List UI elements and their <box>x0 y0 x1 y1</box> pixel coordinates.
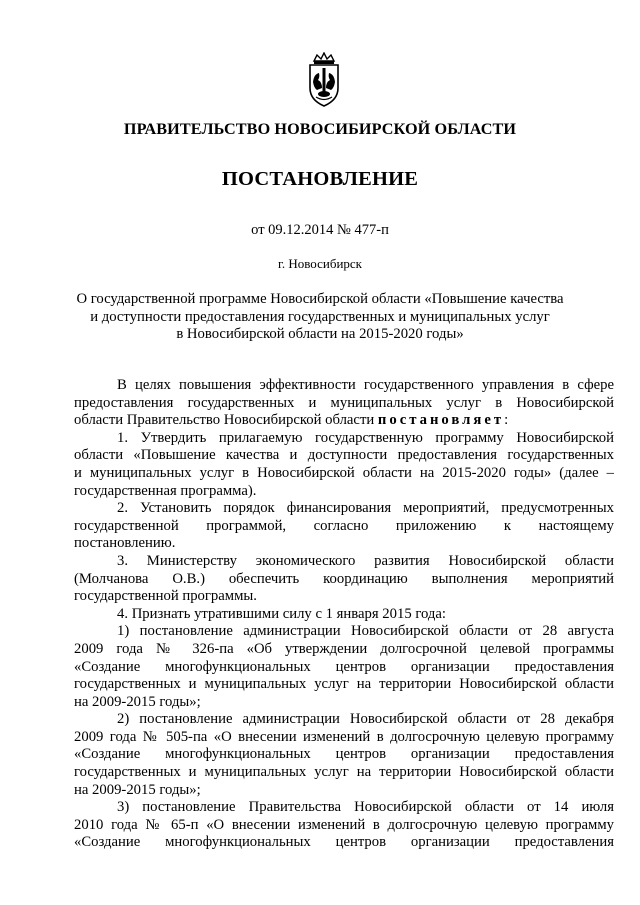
subparagraph-3 <box>74 799 614 852</box>
paragraph-3 <box>74 553 614 606</box>
document-body <box>74 377 614 852</box>
resolution-keyword: постановляет <box>377 412 505 429</box>
document-title <box>0 291 640 344</box>
text-line: 1) постановление администрации Новосибирской области от 28 августа <box>117 623 614 640</box>
organization-name: ПРАВИТЕЛЬСТВО НОВОСИБИРСКОЙ ОБЛАСТИ <box>123 120 517 138</box>
text-line: государственных и муниципальных услуг на территории Новосибирской области <box>74 676 614 693</box>
text-line: области «Повышение качества и доступности предоставления государственных <box>74 447 614 464</box>
paragraph-2 <box>74 500 614 553</box>
document-type: ПОСТАНОВЛЕНИЕ <box>221 168 419 190</box>
text-line <box>74 412 614 430</box>
text-line: государственных и муниципальных услуг на территории Новосибирской области <box>74 764 614 781</box>
intro-text: области Правительство Новосибирской области <box>74 412 378 429</box>
text-line: 3. Министерству экономического развития Новосибирской области <box>117 552 614 569</box>
text-line: на 2009-2015 годы»; <box>74 693 201 710</box>
title-line: в Новосибирской области на 2015-2020 годы» <box>176 326 464 343</box>
text-line: «Создание многофункциональных центров организации предоставления <box>74 746 614 763</box>
text-line: 1. Утвердить прилагаемую государственную программу Новосибирской <box>117 429 614 446</box>
title-line: О государственной программе Новосибирской области «Повышение качества <box>76 291 564 307</box>
text-line: 2. Установить порядок финансирования мероприятий, предусмотренных <box>117 500 614 517</box>
text-line: 2010 года № 65-п «О внесении изменений в долгосрочную целевую программу <box>74 816 614 833</box>
text-line: 3) постановление Правительства Новосибирской области от 14 июля <box>117 799 614 816</box>
text-line: 2) постановление администрации Новосибирской области от 28 декабря <box>117 711 614 728</box>
subparagraph-2 <box>74 711 614 799</box>
intro-colon: : <box>504 412 509 429</box>
paragraph-intro <box>74 377 614 430</box>
document-city: г. Новосибирск <box>277 256 362 271</box>
paragraph-1 <box>74 430 614 500</box>
text-line: и муниципальных услуг в Новосибирской области на 2015-2020 годы» (далее – <box>74 464 614 481</box>
subparagraph-1 <box>74 623 614 711</box>
text-line: 4. Признать утратившими силу с 1 января 2015 года: <box>117 605 446 622</box>
text-line: государственная программа). <box>74 482 257 499</box>
text-line: В целях повышения эффективности государственного управления в сфере <box>117 377 614 393</box>
coat-of-arms-icon <box>302 52 346 108</box>
text-line: государственной программы. <box>74 588 257 605</box>
text-line: 2009 года № 326-па «Об утверждении долгосрочной целевой программы <box>74 640 614 657</box>
text-line: «Создание многофункциональных центров организации предоставления <box>74 834 614 851</box>
text-line: 2009 года № 505-па «О внесении изменений в долгосрочную целевую программу <box>74 728 614 745</box>
paragraph-4 <box>74 606 614 624</box>
title-line: и доступности предоставления государственных и муниципальных услуг <box>90 308 550 325</box>
text-line: на 2009-2015 годы»; <box>74 781 201 798</box>
text-line: «Создание многофункциональных центров организации предоставления <box>74 658 614 675</box>
text-line: предоставления государственных и муниципальных услуг в Новосибирской <box>74 394 614 411</box>
text-line: государственной программой, согласно приложению к настоящему <box>74 517 614 534</box>
document-date-number: от 09.12.2014 № 477-п <box>251 222 389 238</box>
text-line: постановлению. <box>74 535 176 552</box>
text-line: (Молчанова О.В.) обеспечить координацию выполнения мероприятий <box>74 570 614 587</box>
